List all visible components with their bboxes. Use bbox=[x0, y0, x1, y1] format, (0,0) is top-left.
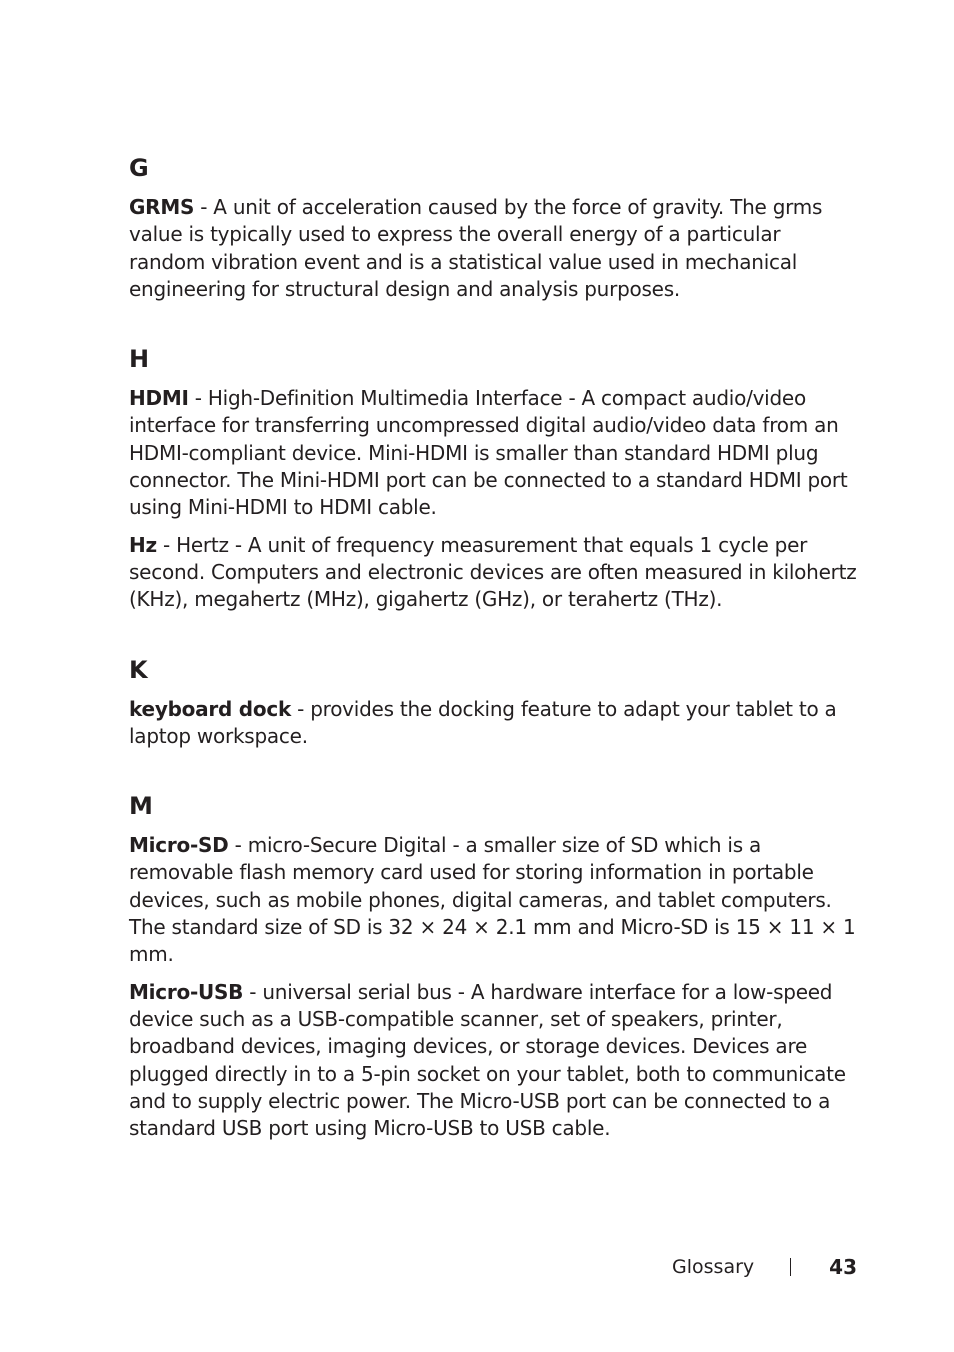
glossary-section-g bbox=[129, 150, 857, 303]
glossary-entry-hz bbox=[129, 532, 857, 614]
section-letter: K bbox=[129, 655, 148, 684]
glossary-entry-micro-usb bbox=[129, 979, 857, 1143]
entry-definition: - Hertz - A unit of frequency measurement that equals 1 cycle per second. Computers and electronic devices are often measured in kilohertz (KHz), megahertz (MHz), gigahertz (GHz), or terahertz (THz). bbox=[129, 532, 857, 612]
page-footer bbox=[672, 1252, 857, 1282]
entry-term: GRMS bbox=[129, 195, 195, 219]
section-letter: H bbox=[129, 345, 150, 374]
glossary-section-k bbox=[129, 652, 857, 751]
entry-definition: - universal serial bus - A hardware interface for a low-speed device such as a USB-compatible scanner, set of speakers, printer, broadband devices, imaging devices, or storage devices. Devices are plugged directly in to a 5-pin socket on your tablet, both to communicate and to supply electric power. The Micro-USB port can be connected to a standard USB port using Micro-USB to USB cable. bbox=[129, 979, 846, 1141]
glossary-entry-grms bbox=[129, 194, 857, 303]
glossary-entry-keyboard-dock bbox=[129, 696, 857, 751]
section-letter: M bbox=[129, 792, 153, 821]
glossary-entry-micro-sd bbox=[129, 832, 857, 968]
entry-definition: - High-Definition Multimedia Interface - A compact audio/video interface for transferring uncompressed digital audio/video data from an HDMI-compliant device. Mini-HDMI is smaller than standard HDMI plug connector. The Mini-HDMI port can be connected to a standard HDMI port using Mini-HDMI to HDMI cable. bbox=[129, 386, 848, 520]
entry-term: Hz bbox=[129, 532, 157, 557]
glossary-section-h bbox=[129, 341, 857, 613]
glossary-entry-hdmi bbox=[129, 385, 857, 521]
entry-term: keyboard dock bbox=[129, 696, 292, 721]
entry-definition: - A unit of acceleration caused by the force of gravity. The grms value is typically used to express the overall energy of a particular random vibration event and is a statistical value used in mechanical engineering for structural design and analysis purposes. bbox=[129, 195, 823, 301]
glossary-content bbox=[129, 150, 857, 1180]
entry-term: Micro-SD bbox=[129, 833, 229, 858]
entry-definition: - micro-Secure Digital - a smaller size of SD which is a removable flash memory card used for storing information in portable devices, such as mobile phones, digital cameras, and tablet computers. The standard size of SD is 32 × 24 × 2.1 mm and Micro-SD is 15 × 11 × 1 mm. bbox=[129, 833, 856, 967]
section-letter: G bbox=[129, 154, 149, 182]
entry-term: HDMI bbox=[129, 386, 189, 411]
footer-section-name: Glossary bbox=[672, 1256, 755, 1278]
footer-divider bbox=[790, 1258, 791, 1276]
entry-definition: - provides the docking feature to adapt your tablet to a laptop workspace. bbox=[129, 696, 837, 748]
glossary-section-m bbox=[129, 788, 857, 1142]
page-number: 43 bbox=[829, 1255, 857, 1279]
entry-term: Micro-USB bbox=[129, 979, 244, 1004]
